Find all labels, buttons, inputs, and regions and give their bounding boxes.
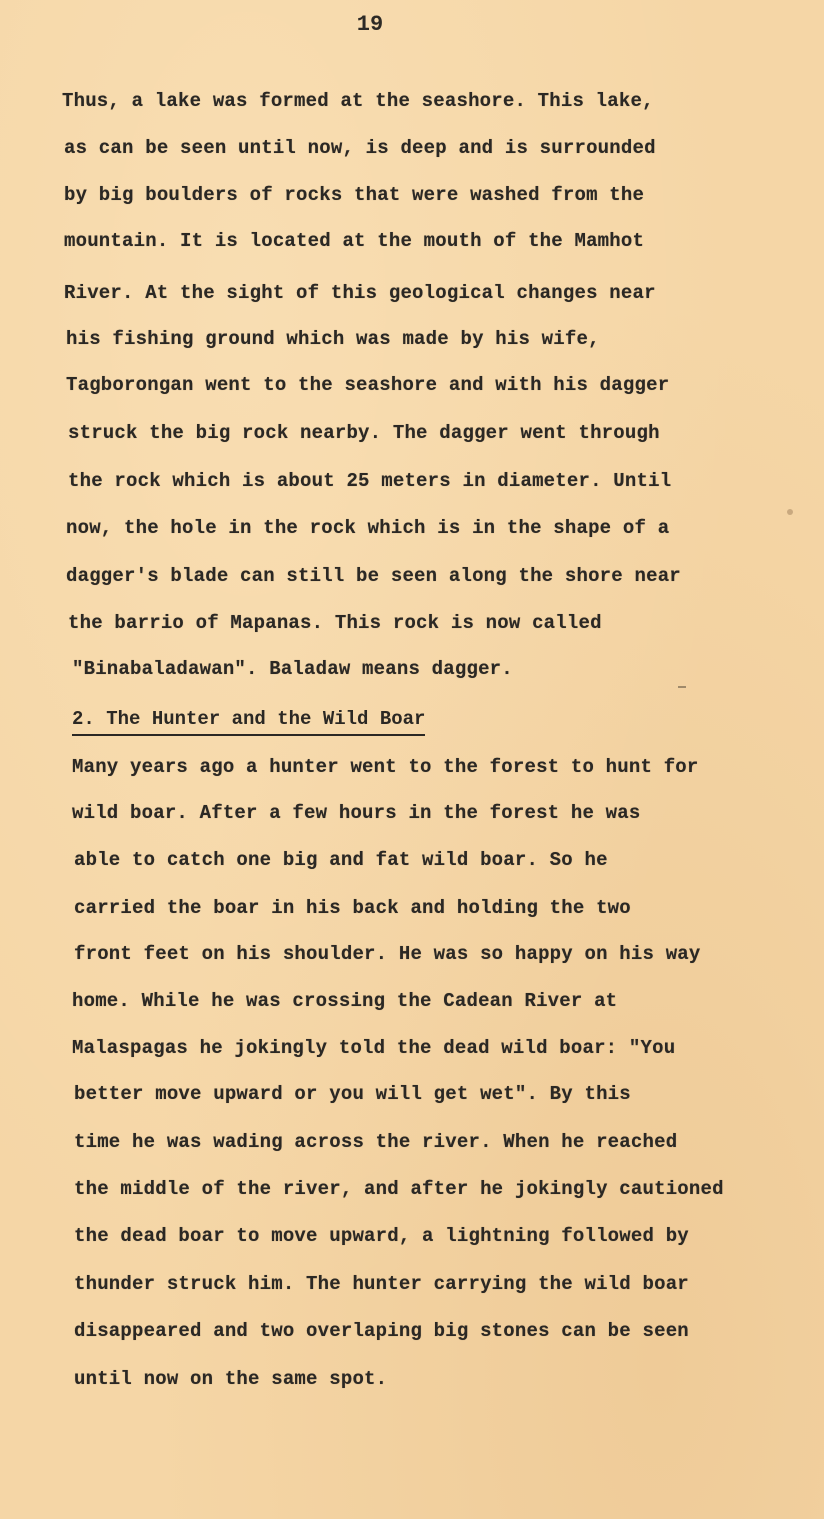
paragraph1-line-3: by big boulders of rocks that were washed from the: [64, 184, 645, 206]
paragraph2-line-10: the middle of the river, and after he jokingly cautioned: [74, 1178, 724, 1200]
paragraph1-line-5: River. At the sight of this geological changes near: [64, 282, 656, 304]
paragraph1-line-4: mountain. It is located at the mouth of the Mamhot: [64, 230, 645, 252]
paragraph1-line-9: the rock which is about 25 meters in diameter. Until: [68, 470, 672, 492]
paragraph2-line-11: the dead boar to move upward, a lightning followed by: [74, 1225, 689, 1247]
paragraph1-line-11: dagger's blade can still be seen along the shore near: [66, 565, 681, 587]
paragraph1-line-2: as can be seen until now, is deep and is surrounded: [64, 137, 656, 159]
paragraph1-line-10: now, the hole in the rock which is in the shape of a: [66, 517, 670, 539]
paragraph2-line-2: wild boar. After a few hours in the forest he was: [72, 802, 641, 824]
paragraph1-line-1: Thus, a lake was formed at the seashore. This lake,: [62, 90, 654, 112]
paragraph2-line-12: thunder struck him. The hunter carrying the wild boar: [74, 1273, 689, 1295]
paragraph2-line-7: Malaspagas he jokingly told the dead wild boar: "You: [72, 1037, 676, 1059]
page-number: 19: [356, 12, 384, 37]
paragraph1-line-13: "Binabaladawan". Baladaw means dagger.: [72, 658, 513, 680]
paragraph2-line-5: front feet on his shoulder. He was so happy on his way: [74, 943, 701, 965]
paragraph2-line-9: time he was wading across the river. When he reached: [74, 1131, 678, 1153]
paragraph2-line-1: Many years ago a hunter went to the forest to hunt for: [72, 756, 699, 778]
stray-mark: [678, 686, 686, 688]
paragraph2-line-3: able to catch one big and fat wild boar. So he: [74, 849, 608, 871]
paragraph2-line-6: home. While he was crossing the Cadean River at: [72, 990, 618, 1012]
paragraph1-line-7: Tagborongan went to the seashore and with his dagger: [66, 374, 670, 396]
paragraph2-line-13: disappeared and two overlaping big stones can be seen: [74, 1320, 689, 1342]
paper-blemish: [787, 509, 793, 515]
paragraph2-line-4: carried the boar in his back and holding the two: [74, 897, 631, 919]
paragraph2-line-14: until now on the same spot.: [74, 1368, 388, 1390]
paragraph1-line-6: his fishing ground which was made by his wife,: [66, 328, 600, 350]
paragraph1-line-12: the barrio of Mapanas. This rock is now called: [68, 612, 602, 634]
paragraph1-line-8: struck the big rock nearby. The dagger went through: [68, 422, 660, 444]
section-heading: 2. The Hunter and the Wild Boar: [72, 708, 425, 736]
paragraph2-line-8: better move upward or you will get wet". By this: [74, 1083, 631, 1105]
